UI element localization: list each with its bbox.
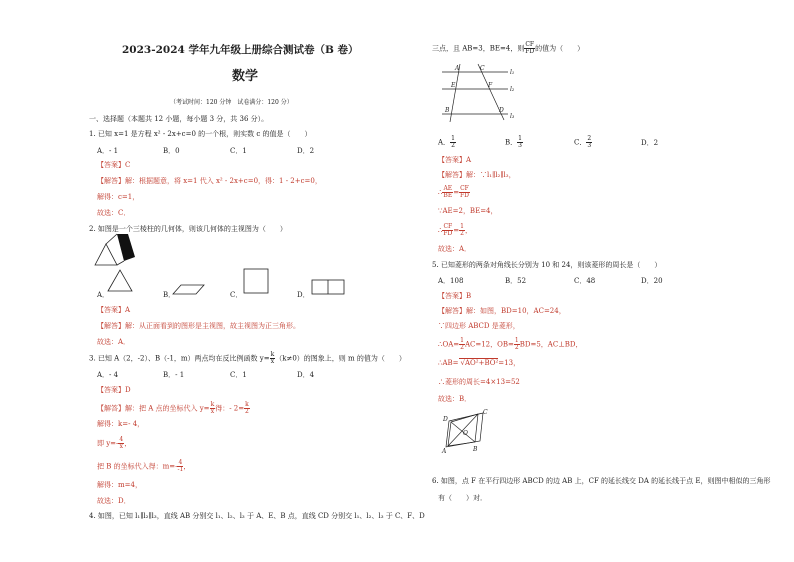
section-heading: 一、选择题（本题共 12 小题，每小题 3 分，共 36 分）。 bbox=[89, 115, 269, 123]
page-title: 2023-2024 学年九年级上册综合测试卷（B 卷） bbox=[122, 44, 359, 56]
q3-answer: 【答案】D bbox=[97, 386, 131, 394]
q3-stem: 3. 已知 A（2，-2）、B（-1，m）两点均在反比例函数 y= $\frac{k}{x}$ （k≠0）的图象上，则 m 的值为（ ） bbox=[89, 351, 406, 365]
q5-step1: ∵四边形 ABCD 是菱形， bbox=[438, 322, 520, 330]
q4-option-b: B． $\frac{1}{3}$ bbox=[505, 135, 522, 149]
q6-stem: 6. 如图，点 F 在平行四边形 ABCD 的边 AB 上，CF 的延长线交 DA 的延长线于点 E，则图中相似的三角形 bbox=[432, 477, 771, 485]
q4-label-a: A bbox=[455, 65, 460, 72]
q4-step2: ∵AE=2，BE=4， bbox=[438, 207, 498, 215]
q4-analysis: 【解答】解：∵l₁∥l₂∥l₃， bbox=[438, 171, 516, 179]
q4-choose: 故选：A． bbox=[438, 245, 472, 253]
q5-option-d: D．20 bbox=[641, 277, 663, 285]
q5-label-b: B bbox=[473, 446, 478, 453]
q6-stem-cont: 有（ ）对． bbox=[438, 494, 487, 502]
q4-option-d: D．2 bbox=[641, 139, 659, 147]
q5-option-a: A．108 bbox=[438, 277, 464, 285]
q3-step1: 解得：k=- 4， bbox=[97, 420, 145, 428]
q5-option-b: B．52 bbox=[505, 277, 527, 285]
q4-label-e: E bbox=[451, 82, 456, 89]
q5-choose: 故选：B． bbox=[438, 395, 472, 403]
q1-analysis: 【解答】解：根据题意，将 x=1 代入 x² - 2x+c=0，得：1 - 2+c=0， bbox=[97, 177, 322, 185]
q5-option-c: C．48 bbox=[574, 277, 596, 285]
q4-label-f: F bbox=[488, 82, 493, 89]
q2-answer: 【答案】A bbox=[97, 306, 131, 314]
q2-option-b: B． bbox=[163, 291, 176, 299]
q5-analysis: 【解答】解：如图，BD=10，AC=24， bbox=[438, 307, 566, 315]
q1-answer: 【答案】C bbox=[97, 161, 131, 169]
prism-figure bbox=[95, 234, 137, 266]
q5-label-c: C bbox=[483, 409, 488, 416]
q2-stem: 2. 如图是一个三棱柱的几何体，则该几何体的主视图为（ ） bbox=[89, 225, 287, 233]
q3-choose: 故选：D． bbox=[97, 497, 131, 505]
q4-label-b: B bbox=[445, 107, 450, 114]
q2-option-d-shape bbox=[311, 279, 345, 296]
q3-option-d: D．4 bbox=[297, 371, 315, 379]
q4-step1: ∴ $\frac{AE}{BE}$ = $\frac{CF}{FD}$ bbox=[438, 185, 469, 199]
q1-option-a: A．- 1 bbox=[97, 147, 119, 155]
q4-stem-cont: 三点，且 AB=3，BE=4，则 $\frac{CF}{FD}$ 的值为（ ） bbox=[432, 41, 585, 55]
q4-answer: 【答案】A bbox=[438, 156, 472, 164]
exam-info: （考试时间：120 分钟 试卷满分：120 分） bbox=[170, 99, 293, 106]
q4-label-l2: l₂ bbox=[510, 86, 515, 93]
q3-step3: 把 B 的坐标代入得：m=- $\frac{4}{-1}$ ， bbox=[97, 459, 191, 473]
q3-step2: 即 y=- $\frac{4}{x}$ ， bbox=[97, 436, 132, 450]
q3-option-a: A．- 4 bbox=[97, 371, 119, 379]
q4-option-a: A． $\frac{1}{2}$ bbox=[438, 135, 455, 149]
q4-parallel-lines-figure bbox=[442, 62, 522, 124]
subject-title: 数学 bbox=[232, 69, 259, 84]
q4-label-l3: l₃ bbox=[510, 113, 515, 120]
q5-rhombus-figure bbox=[442, 407, 492, 455]
q5-answer: 【答案】B bbox=[438, 292, 472, 300]
q1-choose: 故选：C． bbox=[97, 209, 131, 217]
q4-label-l1: l₁ bbox=[510, 69, 515, 76]
q2-choose: 故选：A． bbox=[97, 338, 131, 346]
q5-step3: ∴AB= √AO²+BO²=13， bbox=[438, 359, 521, 367]
q2-option-d: D． bbox=[297, 291, 310, 299]
q5-label-o: O bbox=[463, 430, 468, 437]
q3-option-b: B．- 1 bbox=[163, 371, 185, 379]
q3-option-c: C．1 bbox=[230, 371, 247, 379]
q2-option-c: C． bbox=[230, 291, 243, 299]
q1-option-d: D．2 bbox=[297, 147, 315, 155]
q3-analysis: 【解答】解：把 A 点的坐标代入 y= $\frac{k}{x}$ 得：- 2= $\frac{k}{2}$ bbox=[97, 401, 249, 415]
q2-analysis: 【解答】解：从正面看到的图形是主视图，故主视图为正三角形。 bbox=[97, 322, 300, 330]
q2-option-c-shape bbox=[243, 268, 269, 294]
q4-label-d: D bbox=[499, 107, 504, 114]
q4-option-c: C． $\frac{2}{3}$ bbox=[574, 135, 592, 149]
q2-option-b-shape bbox=[173, 284, 205, 296]
q2-option-a-shape bbox=[107, 268, 133, 292]
q3-step4: 解得：m=4， bbox=[97, 481, 142, 489]
q5-step4: ∴菱形的周长=4×13=52 bbox=[438, 378, 520, 386]
q1-option-b: B．0 bbox=[163, 147, 180, 155]
q1-stem: 1. 已知 x=1 是方程 x² - 2x+c=0 的一个根，则实数 c 的值是（ ） bbox=[89, 130, 312, 138]
q5-stem: 5. 已知菱形的两条对角线长分别为 10 和 24，则该菱形的周长是（ ） bbox=[432, 261, 662, 269]
q4-step3: ∴ $\frac{CF}{FD}$ = $\frac{1}{2}$ ， bbox=[438, 223, 472, 237]
q2-option-a: A． bbox=[97, 291, 110, 299]
q4-stem: 4. 如图，已知 l₁∥l₂∥l₃，直线 AB 分别交 l₁、l₂、l₃ 于 A、E、B 点，直线 CD 分别交 l₁、l₂、l₃ 于 C、F、D bbox=[89, 512, 425, 520]
q5-label-a: A bbox=[442, 448, 447, 455]
q5-step2: ∴OA= $\frac{1}{2}$ AC=12，OB= $\frac{1}{2}$ BD=5，AC⊥BD， bbox=[438, 337, 583, 351]
q1-option-c: C．1 bbox=[230, 147, 247, 155]
q1-step1: 解得：c=1， bbox=[97, 193, 140, 201]
q5-label-d: D bbox=[443, 416, 448, 423]
q4-label-c: C bbox=[480, 65, 485, 72]
